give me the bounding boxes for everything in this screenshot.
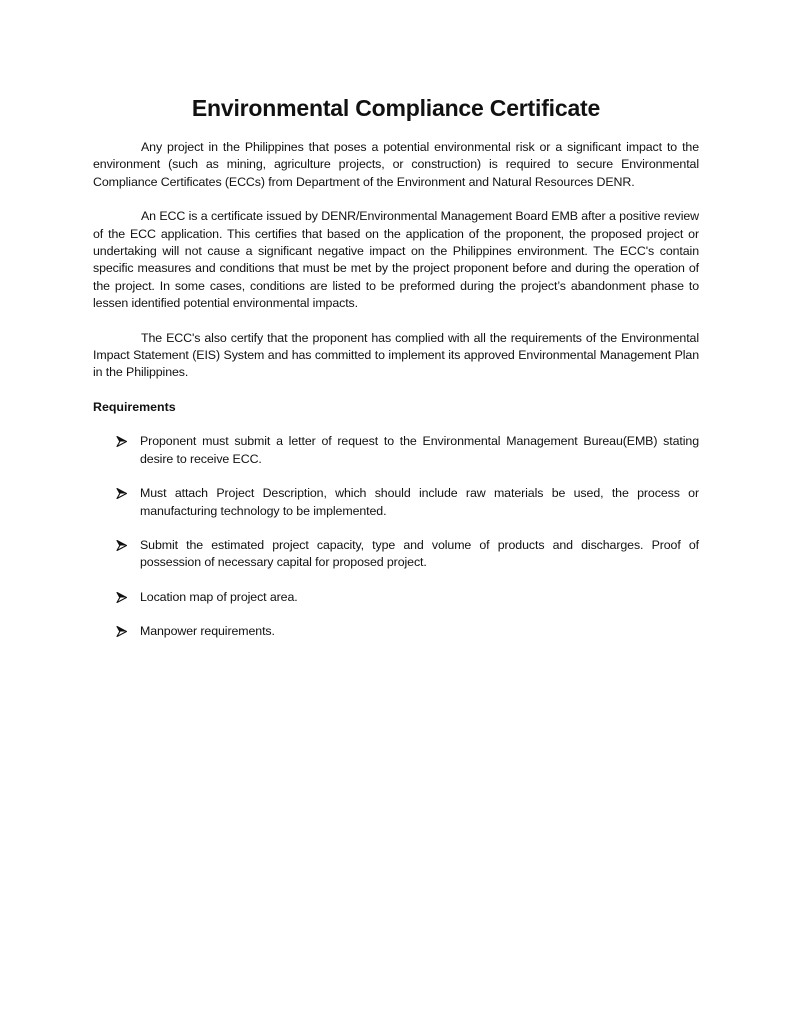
arrowhead-bullet-icon — [116, 436, 127, 447]
document-page — [93, 90, 699, 658]
requirement-item — [93, 485, 699, 520]
arrowhead-bullet-icon — [116, 592, 127, 603]
requirements-list — [93, 433, 699, 640]
requirement-text: Location map of project area. — [140, 589, 298, 604]
arrowhead-bullet-icon — [116, 540, 127, 551]
requirement-text: Proponent must submit a letter of request to the Environmental Management Bureau(EMB) stating desire to receive ECC. — [140, 434, 699, 466]
arrowhead-bullet-icon — [116, 626, 127, 637]
requirement-text: Manpower requirements. — [140, 624, 275, 639]
ecc-certification-paragraph: The ECC's also certify that the proponent has complied with all the requirements of the Environmental Impact Statement (EIS) System and has committed to implement its approved Environmental Management Plan in the Philippines. — [93, 330, 699, 380]
requirement-item — [93, 433, 699, 468]
requirement-text: Must attach Project Description, which should include raw materials be used, the process or manufacturing technology to be implemented. — [140, 486, 699, 518]
intro-paragraph: Any project in the Philippines that poses a potential environmental risk or a significant impact to the environment (such as mining, agriculture projects, or construction) is required to secure Environmental Compliance Certificates (ECCs) from Department of the Environment and Natural Resources DENR. — [93, 140, 699, 189]
requirement-item — [93, 623, 699, 640]
requirement-text: Submit the estimated project capacity, type and volume of products and discharges. Proof of possession of necessary capital for proposed project. — [140, 537, 699, 570]
arrowhead-bullet-icon — [116, 488, 127, 499]
ecc-definition-paragraph: An ECC is a certificate issued by DENR/Environmental Management Board EMB after a positive review of the ECC application. This certifies that based on the application of the proponent, the proposed project or undertaking will not cause a significant negative impact on the Philippines environment. The ECC's contain specific measures and conditions that must be met by the project proponent before and during the operation of the project. In some cases, conditions are listed to be preformed during the project’s abandonment phase to lessen identified potential environmental impacts. — [93, 209, 699, 311]
requirement-item — [93, 589, 699, 606]
requirements-heading: Requirements — [93, 399, 176, 414]
document-title: Environmental Compliance Certificate — [191, 95, 601, 121]
requirement-item — [93, 537, 699, 572]
